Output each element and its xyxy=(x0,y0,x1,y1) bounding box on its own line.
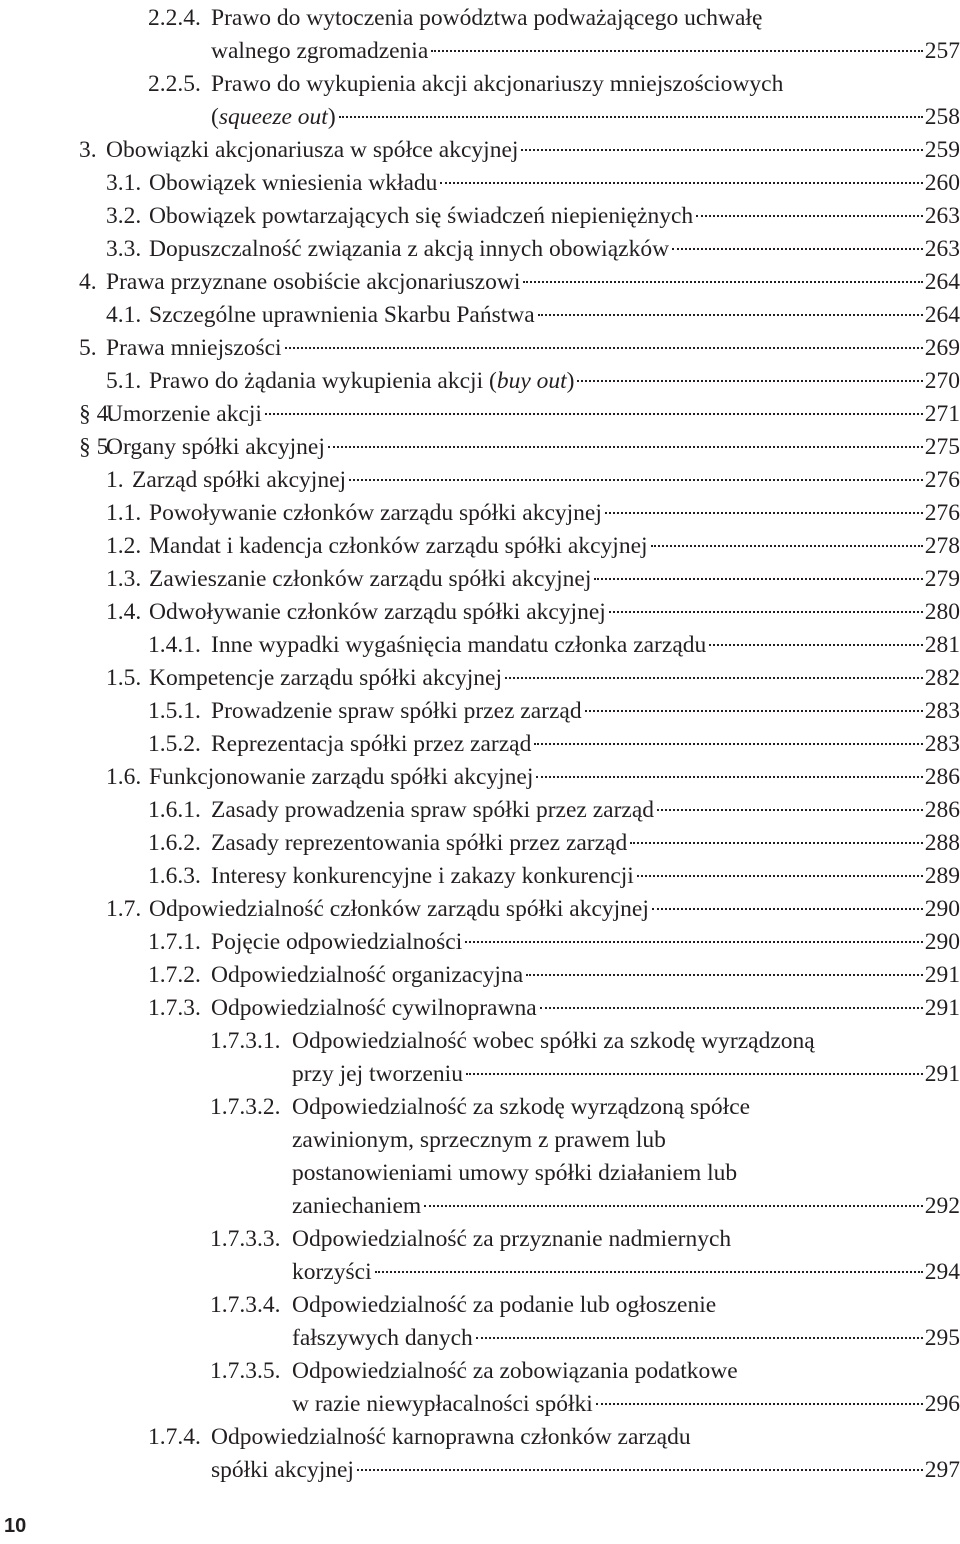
toc-entry-number: 1.4. xyxy=(106,599,142,625)
toc-entry-title: Dopuszczalność związania z akcją innych obowiązków xyxy=(149,236,670,262)
toc-entry-number: 1.1. xyxy=(106,500,142,526)
toc-page-number: 264 xyxy=(924,302,960,328)
toc-page-number: 280 xyxy=(924,599,960,625)
toc-entry-title: Odpowiedzialność wobec spółki za szkodę wyrządzoną xyxy=(292,1028,815,1054)
toc-entry[interactable] xyxy=(0,662,960,695)
toc-entry-number: 1.7. xyxy=(106,896,142,922)
toc-entry-title: zaniechaniem xyxy=(292,1193,422,1219)
toc-entry[interactable] xyxy=(0,695,960,728)
toc-entry-title: przy jej tworzeniu xyxy=(292,1061,463,1087)
toc-page-number: 279 xyxy=(924,566,960,592)
toc-entry-number: 1.3. xyxy=(106,566,142,592)
toc-page-number: 263 xyxy=(924,203,960,229)
toc-entry[interactable] xyxy=(0,1091,960,1223)
toc-page-number: 290 xyxy=(924,896,960,922)
toc-entry-title: Prawa przyznane osobiście akcjonariuszowi xyxy=(106,269,521,295)
toc-entry-title: Zasady reprezentowania spółki przez zarząd xyxy=(211,830,628,856)
dot-leader xyxy=(585,710,923,712)
toc-page-number: 278 xyxy=(924,533,960,559)
toc-entry[interactable] xyxy=(0,1025,960,1091)
toc-entry-number: 5.1. xyxy=(106,368,142,394)
toc-page-number: 286 xyxy=(924,797,960,823)
dot-leader xyxy=(538,314,923,316)
dot-leader xyxy=(652,908,923,910)
toc-entry[interactable] xyxy=(0,794,960,827)
toc-page-number: 263 xyxy=(924,236,960,262)
dot-leader xyxy=(637,875,923,877)
toc-entry-title: Funkcjonowanie zarządu spółki akcyjnej xyxy=(149,764,534,790)
toc-entry-title: Organy spółki akcyjnej xyxy=(106,434,325,460)
dot-leader xyxy=(596,1403,923,1405)
toc-page-number: 291 xyxy=(924,962,960,988)
toc-page-number: 291 xyxy=(924,995,960,1021)
toc-entry-number: 1.7.4. xyxy=(148,1424,201,1450)
toc-page-number: 269 xyxy=(924,335,960,361)
toc-entry-title: Odpowiedzialność za zobowiązania podatkowe xyxy=(292,1358,738,1384)
toc-entry-title: Powoływanie członków zarządu spółki akcyjnej xyxy=(149,500,602,526)
toc-entry-number: 1.6.1. xyxy=(148,797,201,823)
toc-entry-title: Szczególne uprawnienia Skarbu Państwa xyxy=(149,302,535,328)
toc-entry-number: 4. xyxy=(79,269,97,295)
dot-leader xyxy=(696,215,923,217)
dot-leader xyxy=(357,1469,923,1471)
toc-entry-title: Prawo do żądania wykupienia akcji (buy out) xyxy=(149,368,575,394)
toc-page-number: 283 xyxy=(924,731,960,757)
toc-entry[interactable] xyxy=(0,167,960,200)
toc-page-number: 294 xyxy=(924,1259,960,1285)
dot-leader xyxy=(540,1007,923,1009)
toc-entry-title: (squeeze out) xyxy=(211,104,336,130)
toc-page-number: 286 xyxy=(924,764,960,790)
toc-entry-number: 1.7.3.5. xyxy=(210,1358,281,1384)
toc-page-number: 260 xyxy=(924,170,960,196)
toc-entry[interactable] xyxy=(0,68,960,134)
toc-entry[interactable] xyxy=(0,1355,960,1421)
toc-entry[interactable] xyxy=(0,992,960,1025)
toc-entry-number: 3.2. xyxy=(106,203,142,229)
toc-entry-title: Odpowiedzialność za przyznanie nadmiernych xyxy=(292,1226,732,1252)
dot-leader xyxy=(505,677,923,679)
toc-entry[interactable] xyxy=(0,431,960,464)
toc-page-number: 276 xyxy=(924,467,960,493)
toc-entry-number: 3. xyxy=(79,137,97,163)
dot-leader xyxy=(476,1337,923,1339)
toc-entry-title: Zasady prowadzenia spraw spółki przez zarząd xyxy=(211,797,655,823)
toc-entry[interactable] xyxy=(0,596,960,629)
toc-entry[interactable] xyxy=(0,299,960,332)
dot-leader xyxy=(339,116,923,118)
dot-leader xyxy=(523,281,922,283)
toc-entry-title: Prawa mniejszości xyxy=(106,335,282,361)
toc-entry-title: zawinionym, sprzecznym z prawem lub xyxy=(292,1127,666,1153)
toc-page-number: 270 xyxy=(924,368,960,394)
toc-entry-title: Interesy konkurencyjne i zakazy konkurencji xyxy=(211,863,634,889)
toc-entry[interactable] xyxy=(0,530,960,563)
toc-entry-title: Odpowiedzialność organizacyjna xyxy=(211,962,524,988)
toc-entry[interactable] xyxy=(0,266,960,299)
toc-entry[interactable] xyxy=(0,629,960,662)
toc-entry-number: 2.2.5. xyxy=(148,71,201,97)
toc-page-number: 292 xyxy=(924,1193,960,1219)
toc-page-number: 257 xyxy=(924,38,960,64)
toc-entry-number: 4.1. xyxy=(106,302,142,328)
toc-entry-number: § 5. xyxy=(79,434,115,460)
toc-entry-title: Odwoływanie członków zarządu spółki akcyjnej xyxy=(149,599,606,625)
toc-entry[interactable] xyxy=(0,134,960,167)
toc-page-number: 271 xyxy=(924,401,960,427)
toc-entry[interactable] xyxy=(0,728,960,761)
dot-leader xyxy=(285,347,923,349)
toc-entry-number: 1.2. xyxy=(106,533,142,559)
toc-entry-title: walnego zgromadzenia xyxy=(211,38,429,64)
toc-entry-number: 1.6.3. xyxy=(148,863,201,889)
toc-entry-title: w razie niewypłacalności spółki xyxy=(292,1391,593,1417)
dot-leader xyxy=(605,512,923,514)
toc-entry[interactable] xyxy=(0,563,960,596)
dot-leader xyxy=(440,182,922,184)
toc-page-number: 281 xyxy=(924,632,960,658)
toc-entry-number: 1.6. xyxy=(106,764,142,790)
dot-leader xyxy=(328,446,923,448)
toc-entry[interactable] xyxy=(0,1223,960,1289)
toc-entry-number: 2.2.4. xyxy=(148,5,201,31)
toc-entry-title: Odpowiedzialność członków zarządu spółki akcyjnej xyxy=(149,896,649,922)
toc-entry[interactable] xyxy=(0,2,960,68)
toc-entry-number: 1.7.3.4. xyxy=(210,1292,281,1318)
toc-entry-title: spółki akcyjnej xyxy=(211,1457,354,1483)
toc-entry-title: fałszywych danych xyxy=(292,1325,473,1351)
toc-entry-number: 1.7.3.2. xyxy=(210,1094,281,1120)
toc-entry-number: 1.7.3. xyxy=(148,995,201,1021)
toc-entry-number: 1.7.1. xyxy=(148,929,201,955)
toc-page-number: 296 xyxy=(924,1391,960,1417)
toc-page-number: 289 xyxy=(924,863,960,889)
toc-entry-title: Prowadzenie spraw spółki przez zarząd xyxy=(211,698,582,724)
dot-leader xyxy=(651,545,923,547)
toc-entry-title: Pojęcie odpowiedzialności xyxy=(211,929,463,955)
toc-entry[interactable] xyxy=(0,365,960,398)
toc-entry-title: Reprezentacja spółki przez zarząd xyxy=(211,731,532,757)
dot-leader xyxy=(349,479,923,481)
toc-page-number: 297 xyxy=(924,1457,960,1483)
toc-entry-number: 1. xyxy=(106,467,124,493)
toc-entry[interactable] xyxy=(0,398,960,431)
toc-entry-title: Zawieszanie członków zarządu spółki akcyjnej xyxy=(149,566,592,592)
toc-entry-number: 5. xyxy=(79,335,97,361)
toc-entry-title: Mandat i kadencja członków zarządu spółki akcyjnej xyxy=(149,533,648,559)
toc-entry-number: 1.5.2. xyxy=(148,731,201,757)
dot-leader xyxy=(375,1271,923,1273)
toc-page-number: 276 xyxy=(924,500,960,526)
toc-page-number: 290 xyxy=(924,929,960,955)
toc-entry[interactable] xyxy=(0,497,960,530)
toc-entry-number: 3.3. xyxy=(106,236,142,262)
toc-entry-title: Odpowiedzialność cywilnoprawna xyxy=(211,995,537,1021)
dot-leader xyxy=(521,149,922,151)
toc-entry[interactable] xyxy=(0,926,960,959)
toc-page-number: 258 xyxy=(924,104,960,130)
toc-entry-title: Obowiązek powtarzających się świadczeń niepieniężnych xyxy=(149,203,694,229)
toc-page-number: 282 xyxy=(924,665,960,691)
toc-entry-title: Odpowiedzialność karnoprawna członków zarządu xyxy=(211,1424,691,1450)
toc-entry-title: Prawo do wytoczenia powództwa podważającego uchwałę xyxy=(211,5,763,31)
toc-entry[interactable] xyxy=(0,827,960,860)
toc-page-number: 275 xyxy=(924,434,960,460)
toc-entry[interactable] xyxy=(0,1421,960,1487)
dot-leader xyxy=(672,248,923,250)
toc-entry-number: 1.4.1. xyxy=(148,632,201,658)
toc-entry-title: Zarząd spółki akcyjnej xyxy=(132,467,347,493)
dot-leader xyxy=(431,50,922,52)
toc-entry-title: Obowiązek wniesienia wkładu xyxy=(149,170,438,196)
toc-page-number: 288 xyxy=(924,830,960,856)
toc-page-number: 259 xyxy=(924,137,960,163)
toc-entry[interactable] xyxy=(0,332,960,365)
dot-leader xyxy=(609,611,923,613)
dot-leader xyxy=(577,380,922,382)
toc-entry-title: Odpowiedzialność za szkodę wyrządzoną spółce xyxy=(292,1094,751,1120)
toc-entry-number: § 4. xyxy=(79,401,115,427)
toc-entry-title: Kompetencje zarządu spółki akcyjnej xyxy=(149,665,503,691)
toc-entry[interactable] xyxy=(0,200,960,233)
toc-entry[interactable] xyxy=(0,761,960,794)
dot-leader xyxy=(709,644,923,646)
toc-entry-number: 1.7.3.3. xyxy=(210,1226,281,1252)
toc-entry[interactable] xyxy=(0,464,960,497)
dot-leader xyxy=(466,1073,923,1075)
toc-entry[interactable] xyxy=(0,233,960,266)
dot-leader xyxy=(465,941,923,943)
toc-entry-title: Odpowiedzialność za podanie lub ogłoszenie xyxy=(292,1292,717,1318)
dot-leader xyxy=(657,809,923,811)
toc-page-number: 291 xyxy=(924,1061,960,1087)
dot-leader xyxy=(594,578,922,580)
page-number: 10 xyxy=(4,1515,27,1537)
toc-page-number: 283 xyxy=(924,698,960,724)
toc-entry-title: Umorzenie akcji xyxy=(106,401,262,427)
toc-entry-title: Obowiązki akcjonariusza w spółce akcyjnej xyxy=(106,137,519,163)
toc-entry[interactable] xyxy=(0,893,960,926)
dot-leader xyxy=(265,413,923,415)
dot-leader xyxy=(536,776,922,778)
toc-page-number: 295 xyxy=(924,1325,960,1351)
toc-entry-title: postanowieniami umowy spółki działaniem lub xyxy=(292,1160,738,1186)
dot-leader xyxy=(630,842,923,844)
toc-entry-number: 3.1. xyxy=(106,170,142,196)
toc-entry-title: Inne wypadki wygaśnięcia mandatu członka zarządu xyxy=(211,632,707,658)
dot-leader xyxy=(424,1205,923,1207)
toc-entry-number: 1.5. xyxy=(106,665,142,691)
toc-entry-title: korzyści xyxy=(292,1259,372,1285)
toc-entry[interactable] xyxy=(0,1289,960,1355)
toc-entry-title: Prawo do wykupienia akcji akcjonariuszy mniejszościowych xyxy=(211,71,784,97)
dot-leader xyxy=(526,974,923,976)
toc-entry-number: 1.7.3.1. xyxy=(210,1028,281,1054)
toc-entry-number: 1.6.2. xyxy=(148,830,201,856)
toc-entry-number: 1.5.1. xyxy=(148,698,201,724)
toc-entry[interactable] xyxy=(0,860,960,893)
dot-leader xyxy=(534,743,922,745)
toc-page-number: 264 xyxy=(924,269,960,295)
toc-entry-number: 1.7.2. xyxy=(148,962,201,988)
toc-entry[interactable] xyxy=(0,959,960,992)
